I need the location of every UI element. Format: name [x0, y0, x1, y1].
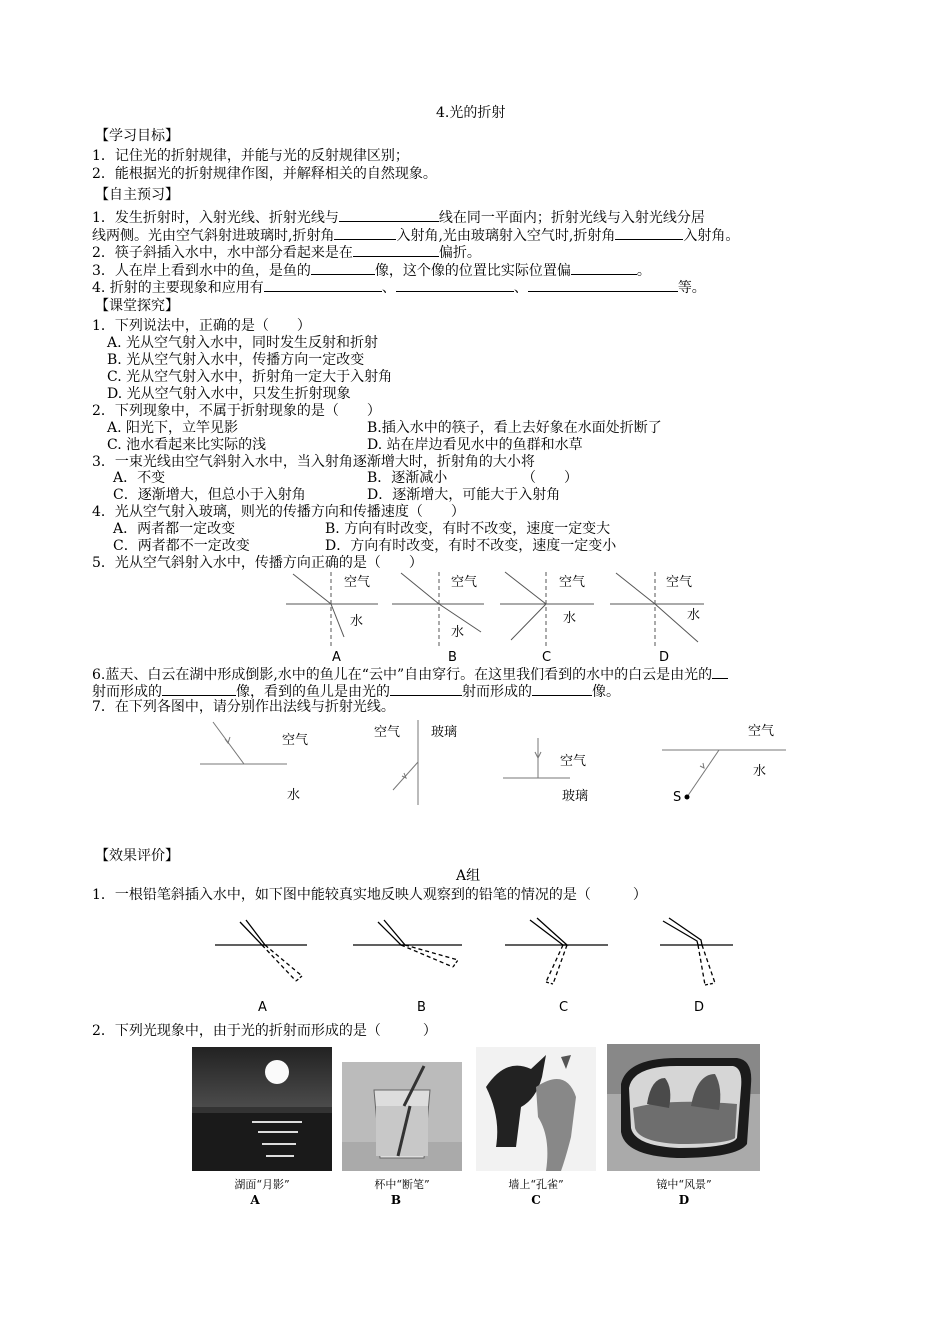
explore-q1-option-c: C. 光从空气射入水中，折射角一定大于入射角 — [107, 369, 393, 385]
explore-q5: 5．光从空气斜射入水中，传播方向正确的是（ ） — [92, 555, 423, 571]
q7-2-glass-label: 玻璃 — [431, 725, 458, 740]
q5d-water-label: 水 — [687, 608, 701, 623]
explore-q7: 7．在下列各图中，请分别作出法线与折射光线。 — [92, 699, 395, 715]
q5a-air-label: 空气 — [344, 575, 371, 590]
q7-4-source-label: S — [673, 790, 682, 805]
photo-option-a: A — [250, 1193, 260, 1207]
explore-q1-option-a: A. 光从空气射入水中，同时发生反射和折射 — [107, 335, 379, 351]
explore-q4-option-d: D．方向有时改变，有时不改变，速度一定变小 — [325, 538, 617, 554]
q7-3-air-label: 空气 — [560, 754, 587, 769]
photo-option-b: B — [390, 1193, 402, 1207]
car-mirror-image — [607, 1044, 760, 1171]
explore-q6-line1: 6.蓝天、白云在湖中形成倒影,水中的鱼儿在“云中”自由穿行。在这里我们看到的水中的白云是由光的 — [92, 665, 728, 683]
explore-q3-option-a: A．不变 — [113, 470, 166, 486]
q5-option-d: D — [659, 650, 670, 665]
goal-2: 2．能根据光的折射规律作图，并解释相关的自然现象。 — [92, 166, 437, 182]
q7-1-water-label: 水 — [287, 788, 301, 803]
photo-option-c: C — [531, 1193, 541, 1207]
q5c-water-label: 水 — [563, 611, 577, 626]
explore-q3-option-b: B．逐渐减小 — [367, 470, 448, 486]
evaluate-q2: 2．下列光现象中，由于光的折射而形成的是（ ） — [92, 1023, 437, 1039]
pencil-diagram-b — [353, 920, 462, 967]
page-title: 4.光的折射 — [436, 105, 506, 121]
q5d-air-label: 空气 — [666, 575, 693, 590]
preview-q3: 3．人在岸上看到水中的鱼，是鱼的 像，这个像的位置比实际位置偏 。 — [92, 263, 651, 279]
goal-1: 1．记住光的折射规律，并能与光的反射规律区别； — [92, 148, 409, 164]
q5-option-b: B — [448, 650, 457, 665]
q7-4-air-label: 空气 — [748, 724, 775, 739]
q5c-air-label: 空气 — [559, 575, 586, 590]
q5b-water-label: 水 — [451, 625, 465, 640]
evaluate-q1: 1．一根铅笔斜插入水中，如下图中能较真实地反映人观察到的铅笔的情况的是（ ） — [92, 887, 647, 903]
explore-q2-option-d: D. 站在岸边看见水中的鱼群和水草 — [367, 437, 583, 453]
explore-q1-option-b: B. 光从空气射入水中，传播方向一定改变 — [107, 352, 365, 368]
q7-2-air-label: 空气 — [374, 725, 401, 740]
preview-q1-line2: 线两侧。光由空气斜射进玻璃时,折射角 入射角,光由玻璃射入空气时,折射角 入射角。 — [92, 228, 740, 244]
pencil-option-a: A — [258, 1000, 267, 1015]
explore-q4: 4．光从空气射入玻璃，则光的传播方向和传播速度（ ） — [92, 504, 465, 520]
explore-q6-line2: 射而形成的 像，看到的鱼儿是由光的 射而形成的 像。 — [92, 684, 620, 700]
photo-option-d: D — [678, 1193, 690, 1207]
pencil-diagram-d — [660, 918, 733, 985]
explore-q1-option-d: D. 光从空气射入水中，只发生折射现象 — [107, 386, 351, 402]
explore-q3: 3．一束光线由空气斜射入水中，当入射角逐渐增大时，折射角的大小将 — [92, 454, 535, 470]
explore-q4-option-c: C．两者都不一定改变 — [113, 538, 250, 554]
q7-4-water-label: 水 — [753, 764, 767, 779]
preview-q2: 2．筷子斜插入水中，水中部分看起来是在 偏折。 — [92, 245, 481, 261]
explore-q3-option-d: D．逐渐增大，可能大于入射角 — [367, 487, 561, 503]
explore-q2-option-c: C. 池水看起来比实际的浅 — [107, 437, 267, 453]
broken-pencil-image — [342, 1062, 462, 1171]
photo-caption-d: 镜中“风景” — [656, 1178, 712, 1191]
pencil-diagram-c — [505, 918, 608, 984]
explore-q2: 2．下列现象中，不属于折射现象的是（ ） — [92, 403, 381, 419]
pencil-option-c: C — [559, 1000, 569, 1015]
photo-caption-a: 湖面“月影” — [234, 1178, 290, 1191]
q5a-water-label: 水 — [350, 614, 364, 629]
pencil-option-b: B — [417, 1000, 426, 1015]
photo-caption-b: 杯中“断笔” — [374, 1178, 430, 1191]
explore-q4-option-b: B. 方向有时改变，有时不改变，速度一定变大 — [325, 521, 611, 537]
section-goals: 【学习目标】 — [95, 128, 179, 144]
preview-q1-line1: 1．发生折射时，入射光线、折射光线与 线在同一平面内；折射光线与入射光线分居 — [92, 210, 705, 226]
explore-q2-option-b: B.插入水中的筷子，看上去好象在水面处折断了 — [367, 420, 662, 436]
q5-option-a: A — [332, 650, 341, 665]
explore-q4-option-a: A．两者都一定改变 — [113, 521, 236, 537]
explore-q3-option-c: C．逐渐增大，但总小于入射角 — [113, 487, 306, 503]
pencil-option-d: D — [694, 1000, 705, 1015]
moon-reflection-image — [192, 1047, 332, 1171]
explore-q2-option-a: A. 阳光下，立竿见影 — [107, 420, 239, 436]
explore-q3-paren: （ ） — [522, 470, 578, 486]
section-evaluate: 【效果评价】 — [95, 848, 179, 864]
q7-1-air-label: 空气 — [282, 733, 309, 748]
section-explore: 【课堂探究】 — [95, 298, 179, 314]
explore-q1: 1．下列说法中，正确的是（ ） — [92, 318, 311, 334]
section-preview: 【自主预习】 — [95, 187, 179, 203]
preview-q4: 4. 折射的主要现象和应用有 、 、 等。 — [92, 280, 706, 296]
pencil-diagram-a — [215, 920, 307, 981]
q5b-air-label: 空气 — [451, 575, 478, 590]
q7-3-glass-label: 玻璃 — [562, 789, 589, 804]
group-label: A组 — [456, 868, 481, 884]
photo-caption-c: 墙上“孔雀” — [508, 1178, 564, 1191]
shadow-peacock-image — [476, 1047, 596, 1171]
q5-option-c: C — [542, 650, 552, 665]
